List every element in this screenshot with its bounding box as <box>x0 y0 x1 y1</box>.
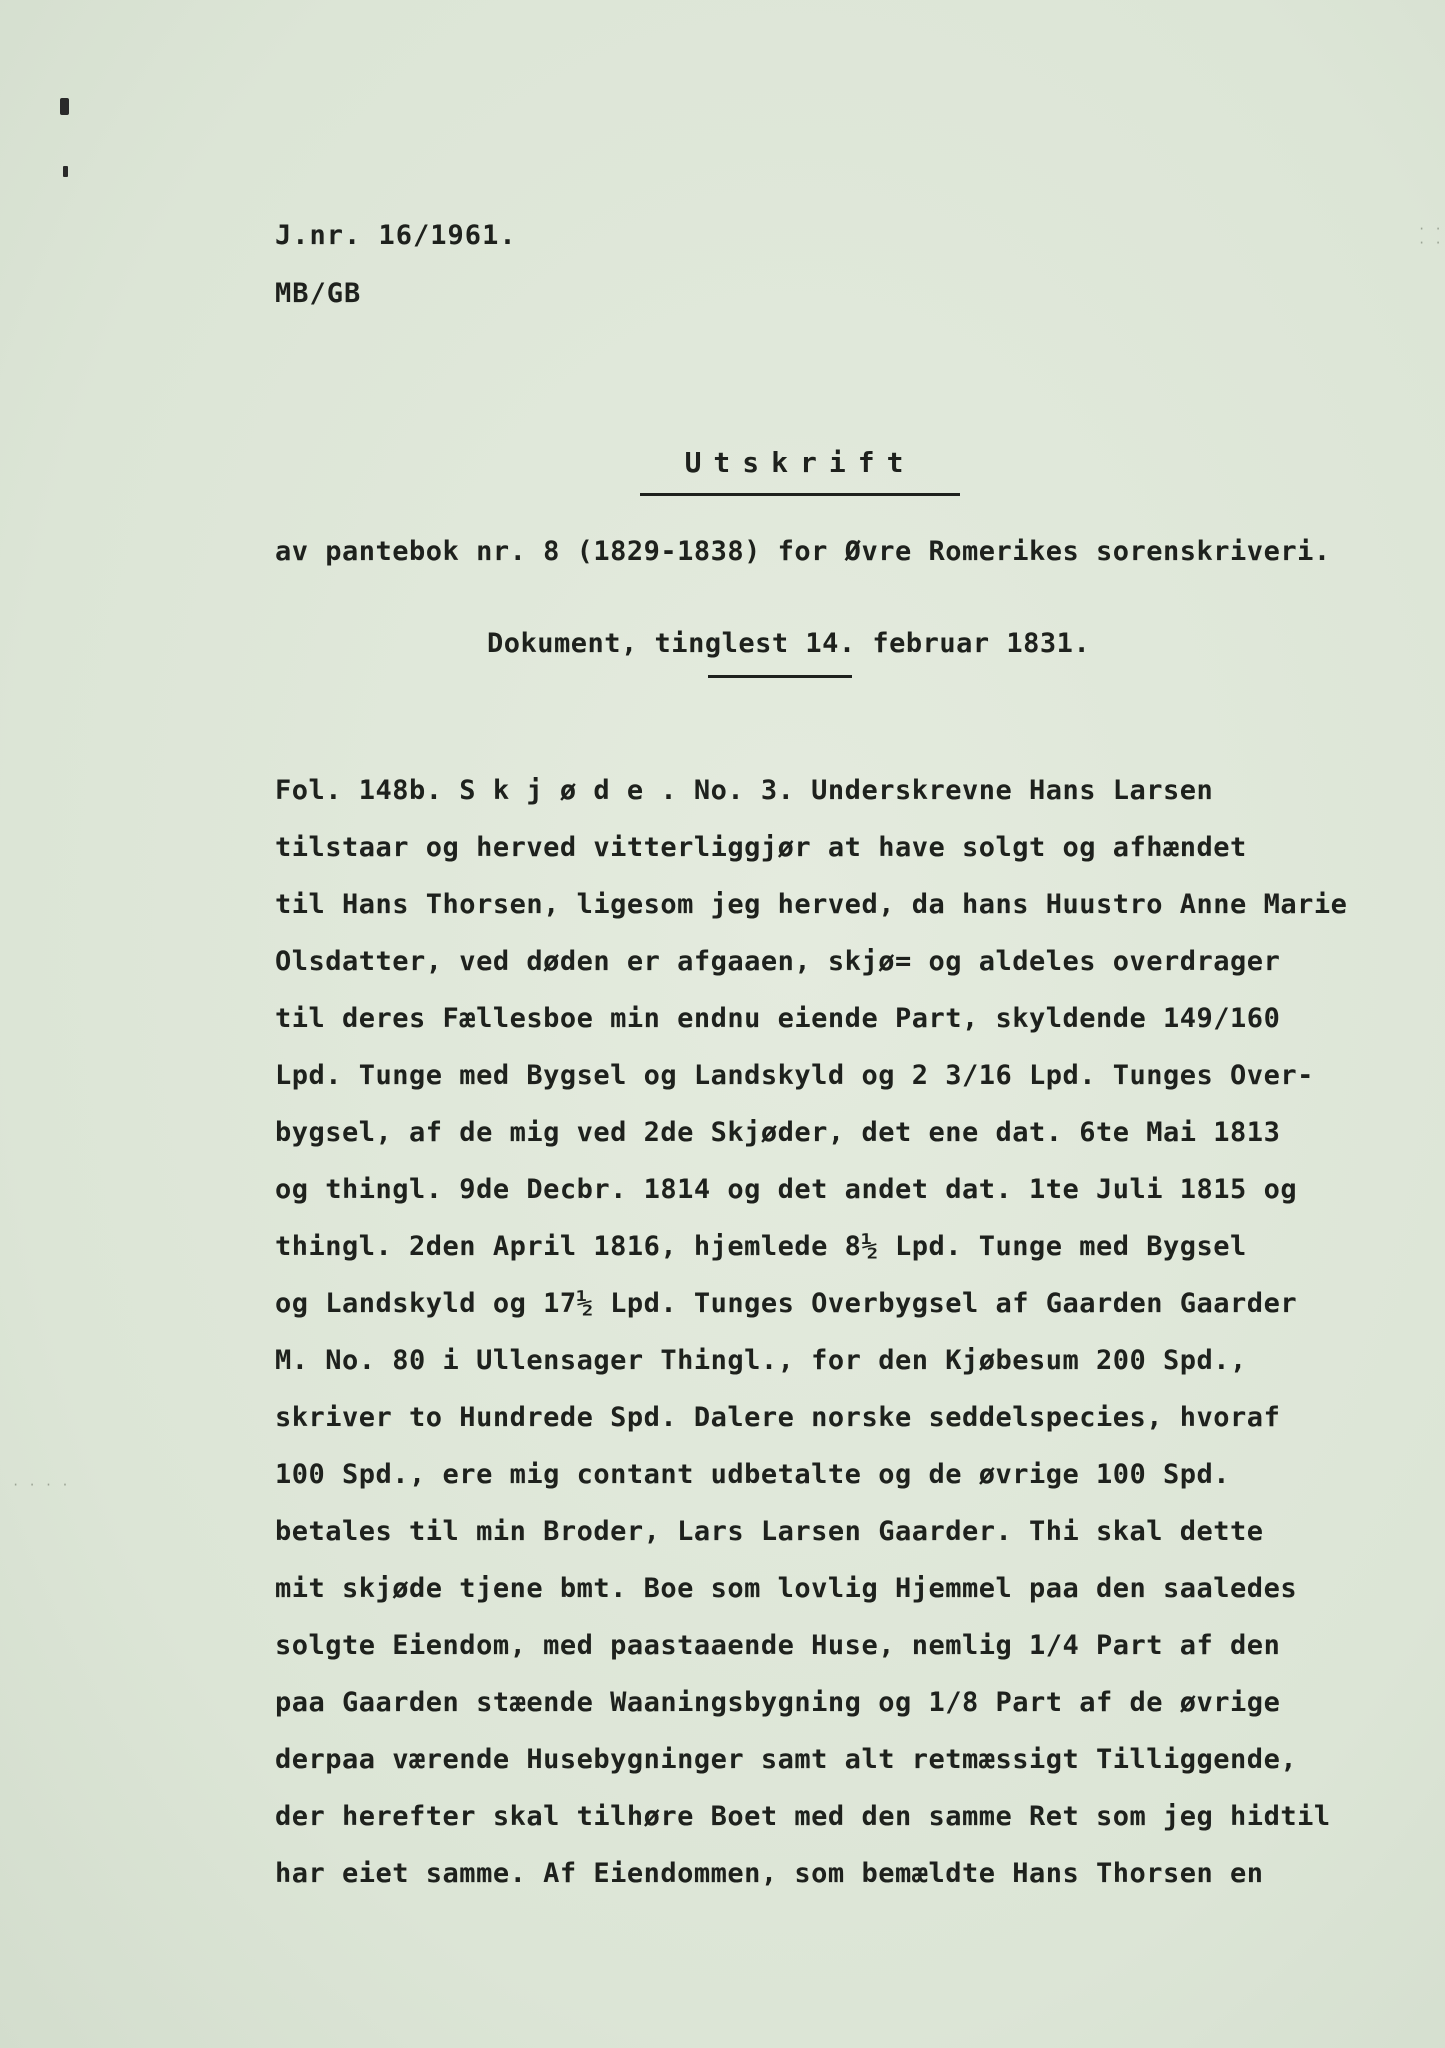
body-line: Fol. 148b. S k j ø d e . No. 3. Underskrevne Hans Larsen <box>275 775 1214 806</box>
body-line: skriver to Hundrede Spd. Dalere norske seddelspecies, hvoraf <box>275 1402 1281 1433</box>
body-line: 100 Spd., ere mig contant udbetalte og de øvrige 100 Spd. <box>275 1459 1231 1490</box>
body-line: Lpd. Tunge med Bygsel og Landskyld og 2 3/16 Lpd. Tunges Over- <box>275 1060 1314 1091</box>
body-line: og thingl. 9de Decbr. 1814 og det andet dat. 1te Juli 1815 og <box>275 1174 1298 1205</box>
document-title: Utskrift <box>684 446 916 479</box>
body-line: Olsdatter, ved døden er afgaaen, skjø= og aldeles overdrager <box>275 946 1281 977</box>
journal-number: J.nr. 16/1961. <box>275 220 517 251</box>
subtitle-line-1: av pantebok nr. 8 (1829-1838) for Øvre Romerikes sorenskriveri. <box>275 536 1331 567</box>
body-line: solgte Eiendom, med paastaaende Huse, nemlig 1/4 Part af den <box>275 1630 1281 1661</box>
body-line: har eiet samme. Af Eiendommen, som bemældte Hans Thorsen en <box>275 1858 1264 1889</box>
punch-mark <box>60 98 69 115</box>
punch-mark <box>63 166 68 177</box>
body-line: thingl. 2den April 1816, hjemlede 8½ Lpd. Tunge med Bygsel <box>275 1231 1247 1262</box>
body-line: paa Gaarden stæende Waaningsbygning og 1/8 Part af de øvrige <box>275 1687 1281 1718</box>
body-line: og Landskyld og 17½ Lpd. Tunges Overbygsel af Gaarden Gaarder <box>275 1288 1298 1319</box>
body-line: til deres Fællesboe min endnu eiende Part, skyldende 149/160 <box>275 1003 1281 1034</box>
initials: MB/GB <box>275 278 362 309</box>
body-line: til Hans Thorsen, ligesom jeg herved, da hans Huustro Anne Marie <box>275 889 1348 920</box>
body-line: mit skjøde tjene bmt. Boe som lovlig Hjemmel paa den saaledes <box>275 1573 1298 1604</box>
scan-artifact: · · · · <box>12 1478 70 1492</box>
body-line: der herefter skal tilhøre Boet med den samme Ret som jeg hidtil <box>275 1801 1331 1832</box>
body-line: M. No. 80 i Ullensager Thingl., for den Kjøbesum 200 Spd., <box>275 1345 1247 1376</box>
scan-artifact: · · · · <box>1418 222 1443 250</box>
body-line: derpaa værende Husebygninger samt alt retmæssigt Tilliggende, <box>275 1744 1298 1775</box>
body-line: tilstaar og herved vitterliggjør at have solgt og afhændet <box>275 832 1247 863</box>
document-body <box>275 762 1405 1902</box>
subtitle-line-2: Dokument, tinglest 14. februar 1831. <box>487 628 1091 659</box>
title-underline <box>640 493 960 496</box>
body-line: betales til min Broder, Lars Larsen Gaarder. Thi skal dette <box>275 1516 1264 1547</box>
section-separator <box>708 675 852 678</box>
body-line: bygsel, af de mig ved 2de Skjøder, det ene dat. 6te Mai 1813 <box>275 1117 1281 1148</box>
